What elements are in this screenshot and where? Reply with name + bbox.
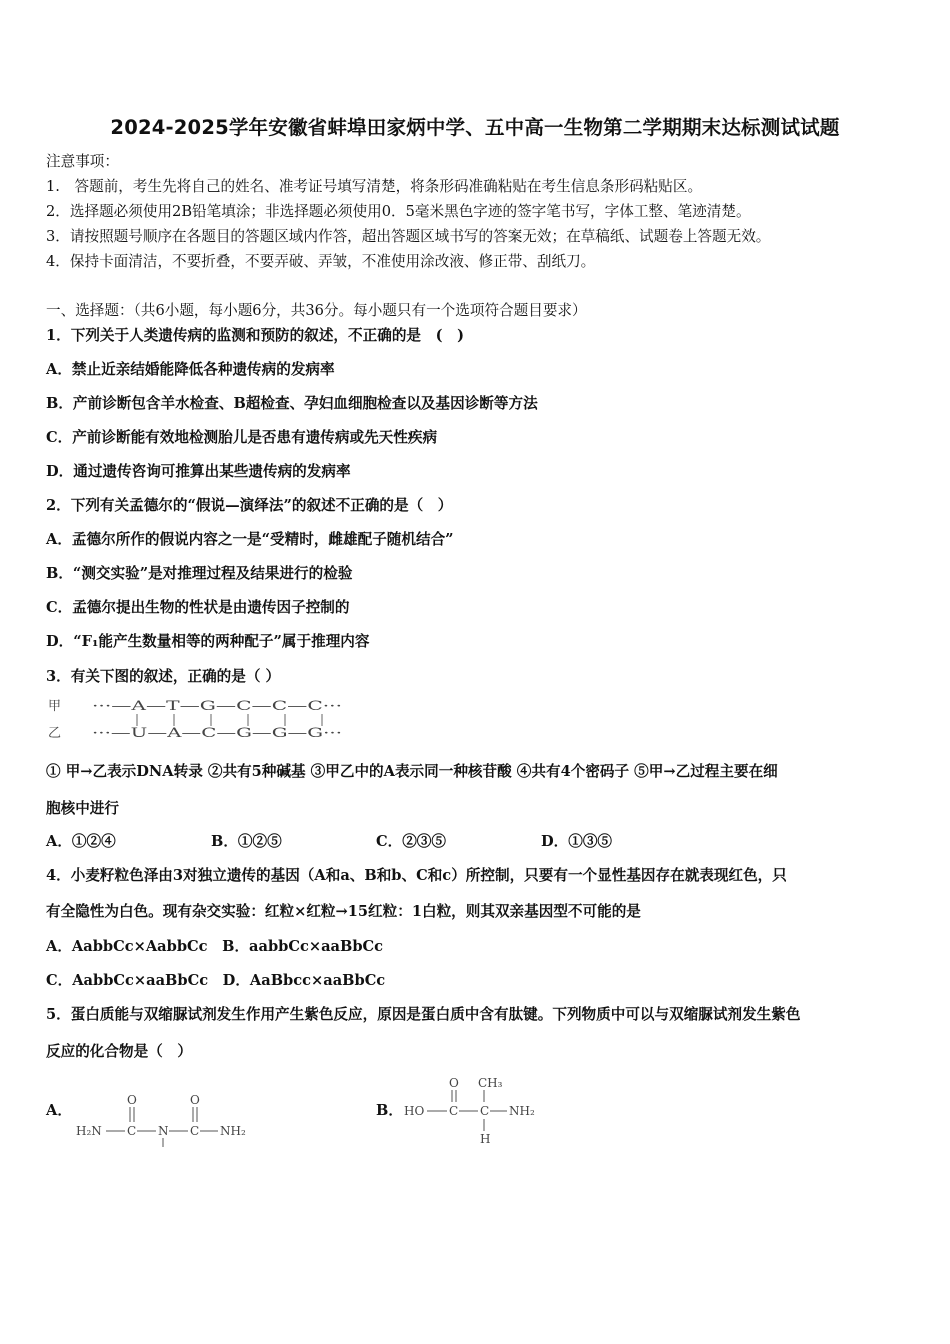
question-2-option-c: C．孟德尔提出生物的性状是由遗传因子控制的 (46, 599, 350, 616)
question-2-option-a: A．孟德尔所作的假说内容之一是“受精时，雌雄配子随机结合” (46, 531, 454, 548)
question-1-stem: 1．下列关于人类遗传病的监测和预防的叙述，不正确的是 ( ) (46, 327, 464, 344)
struct-a-n: N (158, 1124, 169, 1138)
notice-heading: 注意事项： (46, 153, 119, 170)
question-2-stem: 2．下列有关孟德尔的“假说—演绎法”的叙述不正确的是（ ） (46, 497, 453, 514)
notice-item: 2．选择题必须使用2B铅笔填涂；非选择题必须使用0．5毫米黑色字迹的签字笔书写，字体工整、笔迹清楚。 (46, 203, 751, 220)
question-5-option-b-label: B． (376, 1102, 403, 1119)
question-4-stem-cont: 有全隐性为白色。现有杂交实验：红粒×红粒→15红粒：1白粒，则其双亲基因型不可能的是 (46, 903, 641, 920)
struct-b-top: CH₃ (478, 1076, 503, 1090)
struct-a-c1: C (127, 1124, 137, 1138)
question-4-options-cd: C．AabbCc×aaBbCc D．AaBbcc×aaBbCc (46, 972, 386, 989)
struct-b-left: HO (404, 1104, 425, 1118)
base-pair-bonds (137, 714, 322, 726)
top-strand: ···—A—T—G—C—C—C··· (92, 699, 342, 714)
page-title: 2024-2025学年安徽省蚌埠田家炳中学、五中高一生物第二学期期末达标测试试题 (110, 116, 840, 139)
strand-label-top: 甲 (48, 699, 62, 714)
question-1-option-a: A．禁止近亲结婚能降低各种遗传病的发病率 (46, 361, 335, 378)
struct-a-c2: C (190, 1124, 200, 1138)
question-1-option-d: D．通过遗传咨询可推算出某些遗传病的发病率 (46, 463, 351, 480)
question-5-stem-cont: 反应的化合物是（ ） (46, 1043, 192, 1060)
bottom-strand: ···—U—A—C—G—G—G··· (92, 726, 342, 741)
struct-b-c2: C (480, 1104, 490, 1118)
question-5-stem: 5．蛋白质能与双缩脲试剂发生作用产生紫色反应，原因是蛋白质中含有肽键。下列物质中可以与双缩脲试剂发生紫色 (46, 1006, 801, 1023)
question-3-statements: ① 甲→乙表示DNA转录 ②共有5种碱基 ③甲乙中的A表示同一种核苷酸 ④共有4个密码子 ⑤甲→乙过程主要在细 (46, 763, 778, 780)
struct-a-o2: O (190, 1093, 200, 1107)
struct-b-right: NH₂ (509, 1104, 535, 1118)
structure-a (74, 1090, 264, 1150)
structure-b (402, 1075, 552, 1147)
strand-label-bottom: 乙 (48, 726, 62, 741)
question-3-stem: 3．有关下图的叙述，正确的是（ ） (46, 668, 281, 685)
notice-item: 3．请按照题号顺序在各题目的答题区域内作答，超出答题区域书写的答案无效；在草稿纸、试题卷上答题无效。 (46, 228, 771, 245)
question-2-option-d: D．“F₁能产生数量相等的两种配子”属于推理内容 (46, 633, 370, 650)
question-3-option-a: A．①②④ (46, 833, 116, 850)
question-3-option-d: D．①③⑤ (541, 833, 613, 850)
struct-a-left: H₂N (76, 1124, 102, 1138)
question-4-stem: 4．小麦籽粒色泽由3对独立遗传的基因（A和a、B和b、C和c）所控制，只要有一个显性基因存在就表现红色，只 (46, 867, 787, 884)
struct-b-o: O (449, 1076, 459, 1090)
question-4-options-ab: A．AabbCc×AabbCc B．aabbCc×aaBbCc (46, 938, 384, 955)
struct-a-o1: O (127, 1093, 137, 1107)
question-5-option-a-label: A． (46, 1102, 72, 1119)
question-3-option-b: B．①②⑤ (211, 833, 282, 850)
notice-item: 1. 答题前，考生先将自己的姓名、准考证号填写清楚，将条形码准确粘贴在考生信息条形码粘贴区。 (46, 178, 703, 195)
struct-b-bottom: H (480, 1132, 491, 1146)
strand-figure (46, 695, 366, 743)
struct-b-c1: C (449, 1104, 459, 1118)
notice-item: 4．保持卡面清洁，不要折叠，不要弄破、弄皱，不准使用涂改液、修正带、刮纸刀。 (46, 253, 596, 270)
question-1-option-b: B．产前诊断包含羊水检查、B超检查、孕妇血细胞检查以及基因诊断等方法 (46, 395, 538, 412)
question-1-option-c: C．产前诊断能有效地检测胎儿是否患有遗传病或先天性疾病 (46, 429, 438, 446)
struct-a-right: NH₂ (220, 1124, 246, 1138)
question-3-option-c: C．②③⑤ (376, 833, 446, 850)
section-heading: 一、选择题：（共6小题，每小题6分，共36分。每小题只有一个选项符合题目要求） (46, 302, 587, 319)
question-3-statements-cont: 胞核中进行 (46, 800, 119, 817)
question-2-option-b: B．“测交实验”是对推理过程及结果进行的检验 (46, 565, 353, 582)
